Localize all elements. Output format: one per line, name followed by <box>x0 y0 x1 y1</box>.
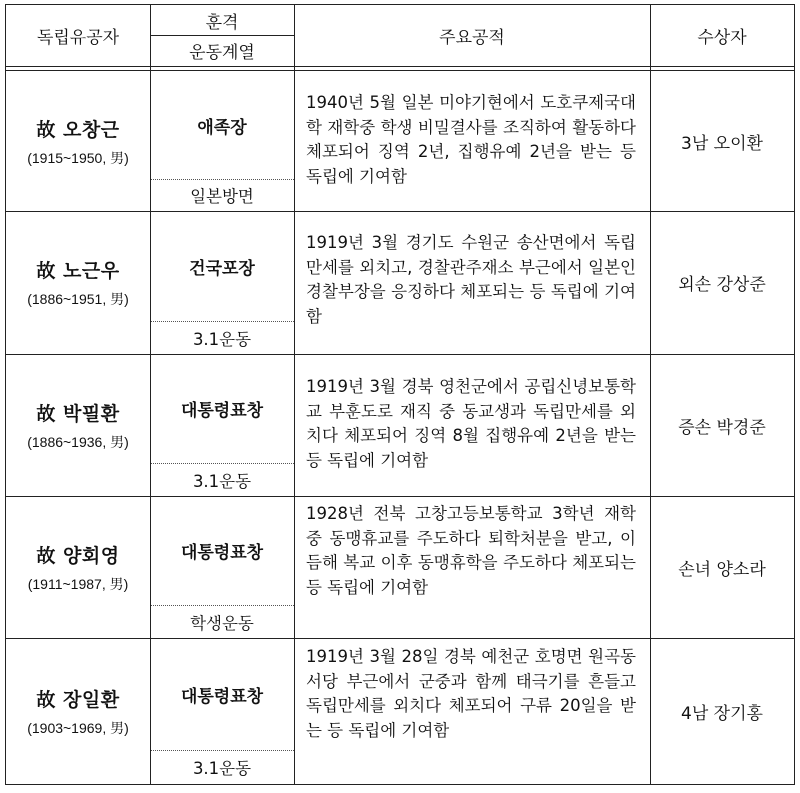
achievement-text: 1919년 3월 경기도 수원군 송산면에서 독립만세를 외치고, 경찰관주재소 부근에서 일본인 경찰부장을 응징하다 체포되는 등 독립에 기여함 <box>306 233 636 326</box>
header-movement: 운동계열 <box>189 43 255 63</box>
award-movement-divider <box>151 463 294 464</box>
recipient: 3남 오이환 <box>681 133 763 154</box>
recipient: 외손 강상준 <box>678 275 766 295</box>
table-row-0-person <box>6 71 150 211</box>
table-row-3-person <box>6 496 150 638</box>
person-name: 故 양회영 <box>36 544 120 567</box>
header-merit: 독립유공자 <box>36 28 120 48</box>
header-recipient: 수상자 <box>697 28 747 48</box>
header-double-line <box>6 70 794 71</box>
movement-type: 3.1운동 <box>192 329 252 349</box>
movement-type: 학생운동 <box>190 613 254 633</box>
recipient: 증손 박경준 <box>678 417 766 438</box>
award-movement-divider <box>151 750 294 751</box>
achievement-text: 1919년 3월 28일 경북 예천군 호명면 원곡동 서당 부근에서 군중과 함께 태극기를 흔들고 독립만세를 외치다 체포되어 구류 20일을 받는 등 독립에 기여함 <box>306 647 636 740</box>
row-divider <box>6 211 794 212</box>
award-grade: 대통령표창 <box>180 686 264 707</box>
award-movement-divider <box>151 179 294 180</box>
header-award: 훈격 <box>205 12 239 33</box>
award-grade: 대통령표창 <box>180 401 264 421</box>
achievement-text: 1940년 5월 일본 미야기현에서 도호쿠제국대학 재학중 학생 비밀결사를 조직하여 활동하다 체포되어 징역 2년, 집행유예 2년을 받는 등 독립에 기여함 <box>306 93 636 186</box>
achievement-text: 1928년 전북 고창고등보통학교 3학년 재학 중 동맹휴교를 주도하다 퇴학처분을 받고, 이듬해 복교 이후 동맹휴학을 주도하다 체포되는 등 독립에 기여함 <box>306 504 636 597</box>
movement-type: 일본방면 <box>190 187 254 206</box>
vertical-divider <box>650 5 651 784</box>
row-divider <box>6 496 794 497</box>
table-row-2-person <box>6 354 150 496</box>
person-name: 故 오창근 <box>36 118 120 141</box>
person-name: 故 장일환 <box>36 688 120 711</box>
vertical-divider <box>150 5 151 784</box>
award-grade: 건국포장 <box>189 258 255 279</box>
person-name: 故 박필환 <box>36 402 120 425</box>
award-grade: 애족장 <box>197 117 247 138</box>
movement-type: 3.1운동 <box>192 759 252 778</box>
merit-table <box>5 4 795 785</box>
row-divider <box>6 638 794 639</box>
achievement-text: 1919년 3월 경북 영천군에서 공립신녕보통학교 부훈도로 재직 중 동교생과 독립만세를 외치다 체포되어 징역 8월 집행유예 2년을 받는 등 독립에 기여함 <box>306 377 636 470</box>
recipient: 손녀 양소라 <box>678 559 766 580</box>
vertical-divider <box>294 5 295 784</box>
award-movement-divider <box>151 321 294 322</box>
person-dates: (1886~1951, 男) <box>27 291 129 307</box>
movement-type: 3.1운동 <box>192 471 252 491</box>
award-movement-divider <box>151 605 294 606</box>
table-row-4-person <box>6 638 150 784</box>
person-dates: (1911~1987, 男) <box>27 575 129 592</box>
row-divider <box>6 354 794 355</box>
person-dates: (1903~1969, 男) <box>27 719 129 736</box>
recipient: 4남 장기홍 <box>681 703 763 724</box>
award-grade: 대통령표창 <box>180 543 264 563</box>
person-dates: (1915~1950, 男) <box>27 149 129 166</box>
header-double-line <box>6 66 794 67</box>
header-achievement: 주요공적 <box>439 28 505 48</box>
table-row-1-person <box>6 211 150 354</box>
header-split-line <box>150 35 294 36</box>
person-dates: (1886~1936, 男) <box>27 433 129 450</box>
person-name: 故 노근우 <box>36 260 120 282</box>
